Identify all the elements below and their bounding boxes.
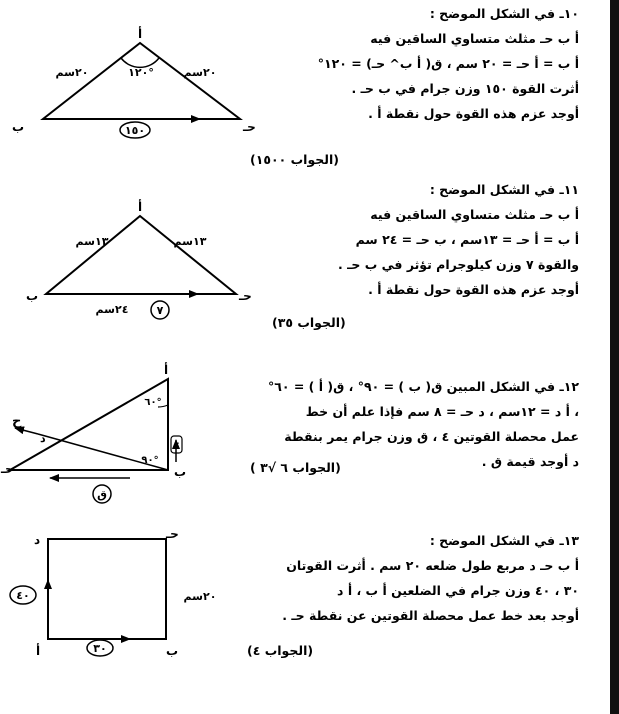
label-side-left: ٢٠سم — [55, 66, 89, 79]
problem-12-line: ١٢ـ في الشكل المبين ق( ب ) = ٩٠° ، ق( أ ) = ٦٠° — [267, 379, 579, 394]
problem-10-answer: (الجواب ١٥٠٠) — [250, 152, 339, 167]
label-side-right: ١٣سم — [173, 235, 207, 248]
label-resultant: ح — [12, 414, 22, 429]
label-side-left: ١٣سم — [75, 235, 109, 248]
label-vertex-c: حـ — [1, 462, 14, 476]
problem-10-line: أ ب حـ مثلث متساوي الساقين فيه — [370, 31, 579, 46]
label-angle-120: ١٢٠° — [128, 66, 154, 79]
problem-10-line: أثرت القوة ١٥٠ وزن جرام في ب حـ . — [351, 81, 579, 96]
problem-10-title: ١٠ـ في الشكل الموضح : — [429, 6, 579, 21]
label-apex-a: أ — [137, 200, 143, 214]
problem-12-line: ، أ د = ١٢سم ، د حـ = ٨ سم فإذا علم أن خط — [305, 404, 579, 419]
label-force-q: ق — [97, 488, 107, 501]
problem-11-line: أ ب حـ مثلث متساوي الساقين فيه — [370, 207, 579, 222]
label-apex-a: أ — [137, 27, 143, 41]
label-force-7: ٧ — [156, 304, 164, 317]
label-vertex-a: أ — [36, 644, 41, 658]
triangle-11 — [46, 216, 236, 294]
label-vertex-c: حـ — [239, 289, 252, 303]
label-angle-60: ٦٠° — [144, 397, 162, 408]
label-vertex-c: حـ — [243, 120, 256, 134]
problem-13-line: ٣٠ ، ٤٠ وزن جرام في الضلعين أ ب ، أ د — [337, 583, 579, 598]
problem-13-line: أ ب حـ د مربع طول ضلعه ٢٠ سم . أثرت القوتان — [286, 558, 579, 573]
problem-11-line: والقوة ٧ وزن كيلوجرام تؤثر في ب حـ . — [337, 257, 579, 272]
label-vertex-b: ب — [26, 289, 39, 303]
label-base-24: ٢٤سم — [95, 303, 129, 316]
problem-11-line: أوجد عزم هذه القوة حول نقطة أ . — [368, 282, 579, 297]
problem-10-line: أوجد عزم هذه القوة حول نقطة أ . — [368, 106, 579, 121]
problem-10-line: أ ب = أ حـ = ٢٠ سم ، ق( أ ب^ حـ) = ١٢٠° — [317, 56, 579, 71]
figure-13 — [10, 539, 166, 656]
problem-12-answer: (الجواب ٦ √٣ ) — [250, 460, 341, 475]
label-force-4: ٤ — [173, 441, 181, 452]
label-point-d: د — [40, 432, 46, 445]
problem-11-title: ١١ـ في الشكل الموضح : — [429, 182, 579, 197]
figure-11 — [46, 216, 236, 319]
label-side-right: ٢٠سم — [183, 66, 217, 79]
label-vertex-d: د — [34, 533, 41, 547]
problem-12-line: عمل محصلة القوتين ٤ ، ق وزن جرام يمر بنقطة — [284, 429, 579, 444]
problem-11-answer: (الجواب ٣٥) — [272, 315, 346, 330]
problem-13-answer: (الجواب ٤) — [247, 643, 314, 658]
label-vertex-c: حـ — [166, 527, 179, 541]
problem-13-title: ١٣ـ في الشكل الموضح : — [429, 533, 579, 548]
problem-11-line: أ ب = أ حـ = ١٣سم ، ب حـ = ٢٤ سم — [355, 232, 579, 247]
label-vertex-b: ب — [174, 465, 187, 479]
square-13 — [48, 539, 166, 639]
label-vertex-b: ب — [12, 120, 25, 134]
label-force-30: ٣٠ — [93, 642, 107, 655]
problem-12-line-last: د أوجد قيمة ق . — [481, 454, 579, 469]
label-vertex-a: أ — [163, 363, 169, 377]
label-side-20: ٢٠سم — [183, 590, 217, 603]
problem-13-line: أوجد بعد خط عمل محصلة القوتين عن نقطة حـ . — [282, 608, 579, 623]
triangle-10 — [43, 43, 240, 119]
label-vertex-b: ب — [166, 644, 179, 658]
label-angle-90: ٩٠° — [141, 455, 159, 466]
label-force-40: ٤٠ — [16, 589, 30, 602]
label-force-150: ١٥٠ — [124, 124, 146, 137]
